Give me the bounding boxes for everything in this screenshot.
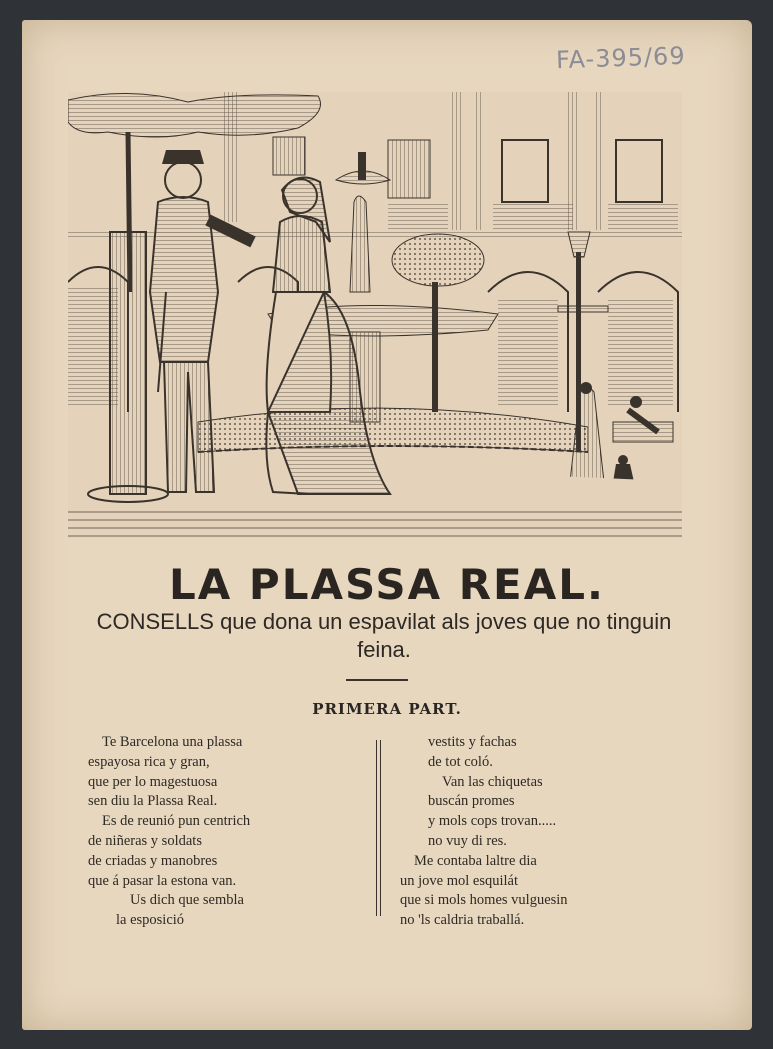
document-title: LA PLASSA REAL.	[169, 560, 605, 609]
verse-line: de tot coló.	[428, 753, 493, 770]
verse-line: Te Barcelona una plassa	[102, 734, 243, 750]
verse-line: la esposició	[116, 912, 185, 929]
verse-line: espayosa rica y gran,	[88, 753, 210, 770]
engraving-plaza-scene-icon	[68, 92, 682, 538]
verse-line: que si mols homes vulguesin	[400, 892, 568, 909]
verse-line: y mols cops trovan.....	[428, 813, 557, 830]
verse-line: vestits y fachas	[428, 734, 517, 750]
verse-line: de niñeras y soldats	[88, 832, 202, 849]
verse-column-right	[400, 733, 690, 931]
verse-line: Es de reunió pun centrich	[102, 813, 251, 830]
verse-line: de criadas y manobres	[88, 852, 218, 869]
archive-number: FA-395/69	[555, 41, 687, 75]
verse-line: Me contaba laltre dia	[414, 852, 537, 869]
column-divider	[376, 740, 381, 916]
verse-line: Van las chiquetas	[442, 773, 543, 790]
verse-line: no 'ls caldria traballá.	[400, 912, 525, 929]
verse-column-left	[88, 733, 368, 931]
verse-line: Us dich que sembla	[130, 892, 244, 909]
verse-line: sen diu la Plassa Real.	[88, 793, 218, 810]
verse-line: que á pasar la estona van.	[88, 872, 237, 889]
verse-line: buscán promes	[428, 793, 515, 810]
document-subtitle: CONSELLS que dona un espavilat als joves que no tinguin feina.	[96, 609, 672, 662]
title-rule	[346, 679, 408, 681]
verse-line: que per lo magestuosa	[88, 773, 218, 790]
part-heading: PRIMERA PART.	[312, 700, 462, 718]
verse-line: no vuy di res.	[428, 832, 507, 849]
verse-line: un jove mol esquilát	[400, 872, 518, 889]
